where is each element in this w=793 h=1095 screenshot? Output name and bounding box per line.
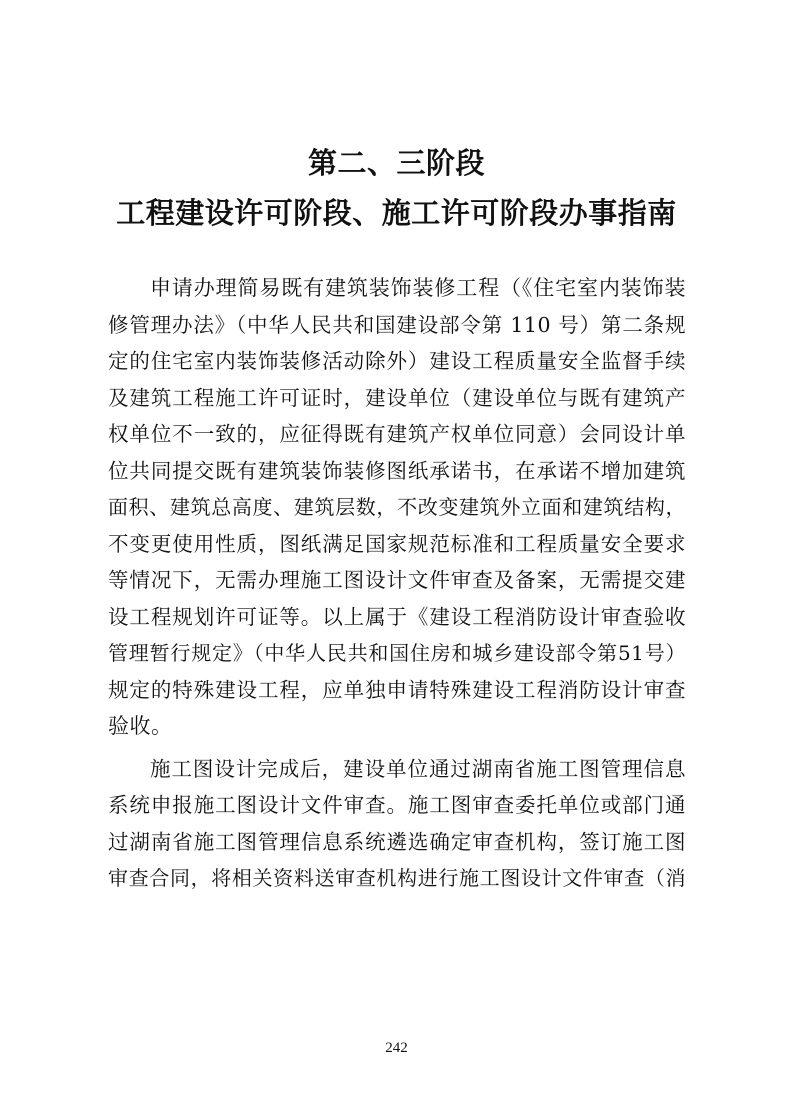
paragraph-line: 管理暂行规定》（中华人民共和国住房和城乡建设部令第51号） [108,641,686,665]
paragraph-line: 定的住宅室内装饰装修活动除外）建设工程质量安全监督手续 [108,349,686,373]
body-text [108,270,686,897]
paragraph-line: 设工程规划许可证等。以上属于《建设工程消防设计审查验收 [108,604,686,629]
paragraph-line: 过湖南省施工图管理信息系统遴选确定审查机构，签订施工图 [108,829,686,854]
paragraph-line: 验收。 [108,714,173,738]
paragraph-line: 位共同提交既有建筑装饰装修图纸承诺书，在承诺不增加建筑 [108,458,686,483]
paragraph-1 [108,270,686,745]
paragraph-2 [108,751,686,897]
paragraph-line: 施工图设计完成后，建设单位通过湖南省施工图管理信息 [150,756,686,781]
paragraph-line: 等情况下，无需办理施工图设计文件审查及备案，无需提交建 [108,568,686,592]
paragraph-line: 修管理办法》（中华人民共和国建设部令第 110 号）第二条规 [108,312,686,337]
page-number: 242 [385,1040,408,1056]
paragraph-line: 审查合同，将相关资料送审查机构进行施工图设计文件审查（消 [108,866,686,890]
paragraph-line: 规定的特殊建设工程，应单独申请特殊建设工程消防设计审查 [108,677,686,702]
paragraph-line: 及建筑工程施工许可证时，建设单位（建设单位与既有建筑产 [108,385,686,410]
paragraph-line: 权单位不一致的，应征得既有建筑产权单位同意）会同设计单 [108,422,686,446]
document-title [100,138,693,238]
paragraph-line: 系统申报施工图设计文件审查。施工图审查委托单位或部门通 [108,793,686,817]
paragraph-line: 不变更使用性质，图纸满足国家规范标准和工程质量安全要求 [108,531,686,556]
title-line-2: 工程建设许可阶段、施工许可阶段办事指南 [116,196,677,230]
title-line-1: 第二、三阶段 [307,146,485,180]
paragraph-line: 面积、建筑总高度、建筑层数，不改变建筑外立面和建筑结构， [108,495,686,519]
paragraph-line: 申请办理简易既有建筑装饰装修工程（《住宅室内装饰装 [150,276,686,300]
